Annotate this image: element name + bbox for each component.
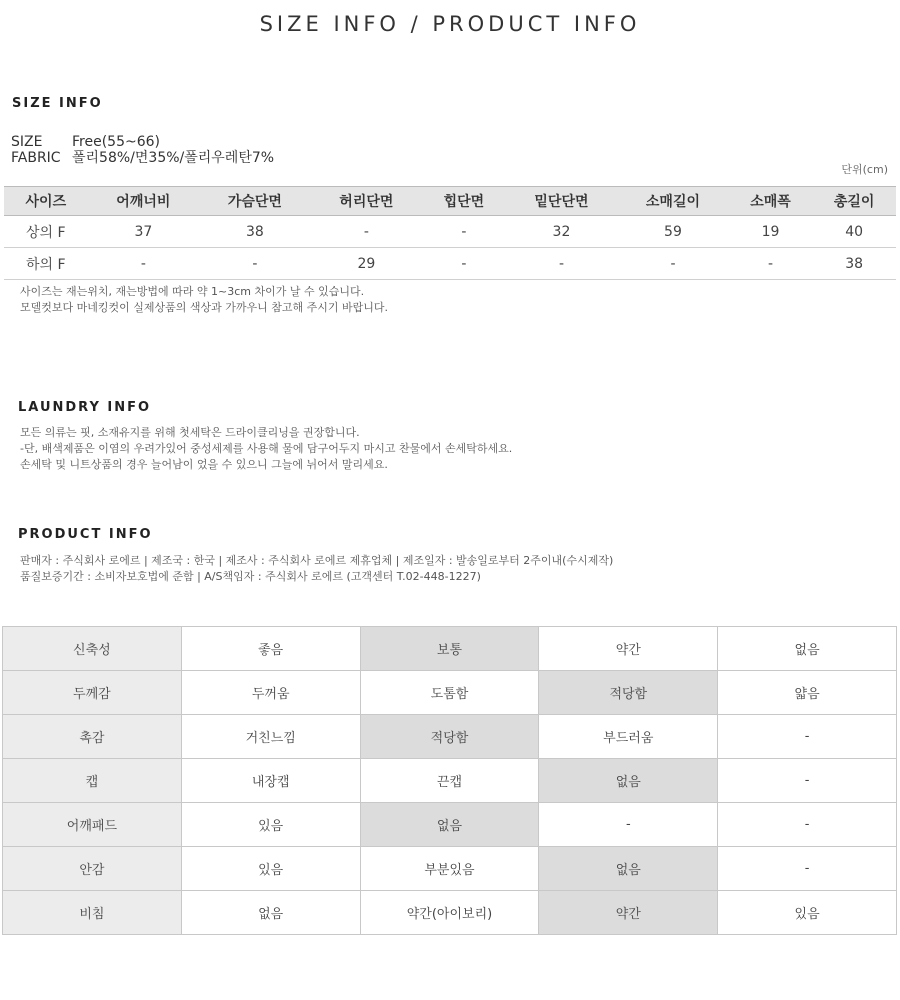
size-header-cell: 허리단면 <box>311 187 423 216</box>
size-table <box>4 186 896 280</box>
attribute-option-selected: 약간 <box>539 891 718 935</box>
unit-label: 단위(cm) <box>841 163 888 176</box>
attribute-option-selected: 없음 <box>539 759 718 803</box>
attribute-option: 내장캡 <box>181 759 360 803</box>
attribute-row <box>3 627 897 671</box>
attribute-option-selected: 적당함 <box>539 671 718 715</box>
table-row <box>4 248 896 280</box>
attribute-row <box>3 759 897 803</box>
attribute-label: 두께감 <box>3 671 182 715</box>
table-row <box>4 216 896 248</box>
size-cell: 19 <box>729 216 813 248</box>
size-row <box>11 134 274 150</box>
attribute-option: 부드러움 <box>539 715 718 759</box>
size-cell: - <box>199 248 311 280</box>
attribute-option: - <box>539 803 718 847</box>
size-cell: 59 <box>617 216 729 248</box>
attribute-label: 촉감 <box>3 715 182 759</box>
attribute-option: 끈캡 <box>360 759 539 803</box>
size-spec <box>11 134 274 166</box>
attribute-table <box>2 626 897 935</box>
size-cell: 40 <box>812 216 896 248</box>
attribute-option: 없음 <box>718 627 897 671</box>
attribute-option: 도톰함 <box>360 671 539 715</box>
product-notes <box>20 553 613 585</box>
attribute-option: 있음 <box>718 891 897 935</box>
size-header-cell: 소매길이 <box>617 187 729 216</box>
fabric-label: FABRIC <box>11 150 61 166</box>
laundry-notes <box>20 425 512 473</box>
attribute-row <box>3 891 897 935</box>
attribute-option: 두꺼움 <box>181 671 360 715</box>
attribute-option: - <box>718 759 897 803</box>
attribute-label: 안감 <box>3 847 182 891</box>
attribute-option: - <box>718 715 897 759</box>
attribute-option-selected: 없음 <box>360 803 539 847</box>
size-header-cell: 소매폭 <box>729 187 813 216</box>
fabric-row <box>11 150 274 166</box>
attribute-option: 얇음 <box>718 671 897 715</box>
size-table-header-row <box>4 187 896 216</box>
size-cell: - <box>617 248 729 280</box>
attribute-row <box>3 803 897 847</box>
attribute-row <box>3 715 897 759</box>
attribute-option: 없음 <box>181 891 360 935</box>
size-cell: 하의 F <box>4 248 88 280</box>
attribute-option: 있음 <box>181 803 360 847</box>
size-header-cell: 가슴단면 <box>199 187 311 216</box>
size-cell: 37 <box>88 216 200 248</box>
size-cell: - <box>88 248 200 280</box>
attribute-option: 약간 <box>539 627 718 671</box>
attribute-option: 있음 <box>181 847 360 891</box>
attribute-option: 좋음 <box>181 627 360 671</box>
size-cell: - <box>729 248 813 280</box>
attribute-option: - <box>718 847 897 891</box>
size-cell: 32 <box>506 216 618 248</box>
size-cell: 38 <box>199 216 311 248</box>
attribute-option-selected: 보통 <box>360 627 539 671</box>
laundry-line: 손세탁 및 니트상품의 경우 늘어남이 었을 수 있으니 그늘에 뉘어서 말리세요. <box>20 458 388 471</box>
size-cell: - <box>422 216 506 248</box>
attribute-option: 거친느낌 <box>181 715 360 759</box>
product-line: 판매자 : 주식회사 로에르 | 제조국 : 한국 | 제조사 : 주식회사 로에르 제휴업체 | 제조일자 : 발송일로부터 2주이내(수시제작) <box>20 554 614 567</box>
size-cell: - <box>506 248 618 280</box>
size-cell: 29 <box>311 248 423 280</box>
size-note: 사이즈는 재는위치, 재는방법에 따라 약 1~3cm 차이가 날 수 있습니다. <box>20 285 365 298</box>
attribute-option: 부분있음 <box>360 847 539 891</box>
size-info-heading: SIZE INFO <box>12 96 103 111</box>
attribute-label: 비침 <box>3 891 182 935</box>
product-line: 품질보증기간 : 소비자보호법에 준함 | A/S책임자 : 주식회사 로에르 (고객센터 T.02-448-1227) <box>20 570 481 583</box>
size-cell: 38 <box>812 248 896 280</box>
attribute-row <box>3 671 897 715</box>
size-header-cell: 사이즈 <box>4 187 88 216</box>
attribute-label: 신축성 <box>3 627 182 671</box>
size-header-cell: 밑단단면 <box>506 187 618 216</box>
size-cell: 상의 F <box>4 216 88 248</box>
attribute-option-selected: 적당함 <box>360 715 539 759</box>
size-label: SIZE <box>11 134 43 150</box>
page-title: SIZE INFO / PRODUCT INFO <box>259 12 641 36</box>
attribute-row <box>3 847 897 891</box>
product-info-heading: PRODUCT INFO <box>18 527 153 542</box>
attribute-label: 어깨패드 <box>3 803 182 847</box>
size-header-cell: 어깨너비 <box>88 187 200 216</box>
attribute-option: 약간(아이보리) <box>360 891 539 935</box>
size-header-cell: 힙단면 <box>422 187 506 216</box>
size-value: Free(55~66) <box>72 134 160 150</box>
laundry-info-heading: LAUNDRY INFO <box>18 400 152 415</box>
attribute-label: 캡 <box>3 759 182 803</box>
laundry-line: -단, 배색제품은 이염의 우려가있어 중성세제를 사용해 물에 담구어두지 마시고 찬물에서 손세탁하세요. <box>20 442 513 455</box>
size-header-cell: 총길이 <box>812 187 896 216</box>
attribute-option-selected: 없음 <box>539 847 718 891</box>
size-cell: - <box>422 248 506 280</box>
laundry-line: 모든 의류는 핏, 소재유지를 위해 첫세탁은 드라이클리닝을 권장합니다. <box>20 426 360 439</box>
size-notes <box>20 284 388 316</box>
fabric-value: 폴리58%/면35%/폴리우레탄7% <box>72 150 275 166</box>
attribute-option: - <box>718 803 897 847</box>
size-cell: - <box>311 216 423 248</box>
size-note: 모델컷보다 마네킹컷이 실제상품의 색상과 가까우니 참고해 주시기 바랍니다. <box>20 301 389 314</box>
